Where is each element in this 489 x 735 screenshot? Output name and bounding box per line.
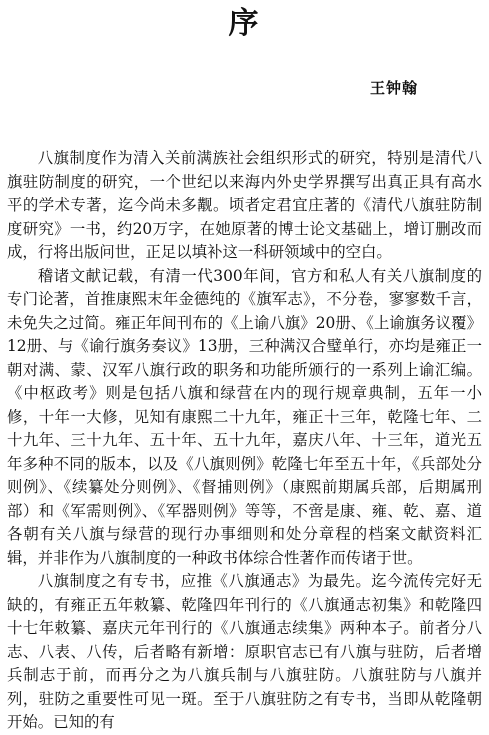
page-title: 序 bbox=[228, 6, 261, 41]
body-text bbox=[7, 147, 482, 735]
paragraph-2: 稽诸文献记载，有清一代300年间，官方和私人有关八旗制度的专门论著，首推康熙末年金德纯的《旗军志》，不分卷，寥寥数千言，未免失之过简。雍正年间刊布的《上谕八旗》20册、《上谕旗务议覆》12册、与《谕行旗务奏议》13册，三种满汉合璧单行，亦均是雍正一朝对满、蒙、汉军八旗行政的职务和功能所颁行的一系列上谕汇编。《中枢政考》则是包括八旗和绿营在内的现行规章典制，五年一小修，十年一大修，见知有康熙二十九年，雍正十三年，乾隆七年、二十九年、三十九年、五十年、五十九年，嘉庆八年、十三年，道光五年多种不同的版本，以及《八旗则例》乾隆七年至五十年，《兵部处分则例》、《续纂处分则例》、《督捕则例》（康熙前期属兵部，后期属刑部）和《军需则例》、《军器则例》等等，不啻是康、雍、乾、嘉、道各朝有关八旗与绿营的现行办事细则和处分章程的档案文献资料汇辑，并非作为八旗制度的一种政书体综合性著作而传诸于世。 bbox=[7, 266, 482, 567]
paragraph-3: 八旗制度之有专书，应推《八旗通志》为最先。迄今流传完好无缺的，有雍正五年敕纂、乾隆四年刊行的《八旗通志初集》和乾隆四十七年敕纂、嘉庆元年刊行的《八旗通志续集》两种本子。前者分八志、八表、八传，后者略有新增：原职官志已有八旗与驻防，后者增兵制志于前，而再分之为八旗兵制与八旗驻防。八旗驻防与八旗并列，驻防之重要性可见一斑。至于八旗驻防之有专书，当即从乾隆朝开始。已知的有 bbox=[7, 572, 482, 731]
paragraph-1: 八旗制度作为清入关前满族社会组织形式的研究，特别是清代八旗驻防制度的研究，一个世纪以来海内外史学界撰写出真正具有高水平的学术专著，迄今尚未多觏。顷者定君宜庄著的《清代八旗驻防制度研究》一书，约20万字，在她原著的博士论文基础上，增订删改而成，行将出版问世，正足以填补这一科研领域中的空白。 bbox=[7, 149, 482, 261]
author-name: 王钟翰 bbox=[369, 79, 418, 97]
